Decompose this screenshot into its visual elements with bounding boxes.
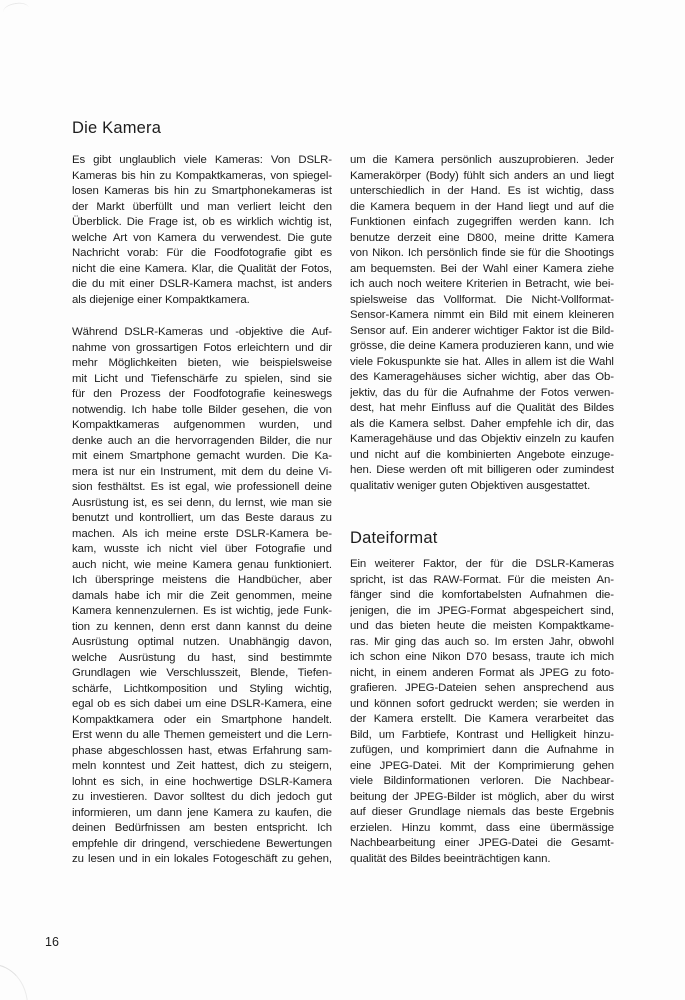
paragraph: Ein weiterer Faktor, der für die DSLR-Kameras spricht, ist das RAW-Format. Für die meisten An- fänger sind die komfortabelsten Aufnahmen die- jenigen, die im JPEG-Format abgespeichert sind, und das bieten heute die meisten Kompaktkame- ras. Mir ging das auch so. Im ersten Jahr, obwohl ich schon eine Nikon D70 besass, traute ich mich nicht, in einem anderen Format als JPEG zu foto- grafieren. JPEG-Dateien sehen ansprechend aus und können sofort gedruckt werden; sie werden in der Kamera erstellt. Die Kamera verarbeitet das Bild, um Farbtiefe, Kontrast und Helligkeit hinzu- zufügen, und komprimiert dann die Aufnahme in eine JPEG-Datei. Mit der Komprimierung gehen viele Bildinformationen verloren. Die Nachbear- beitung der JPEG-Bilder ist möglich, aber du wirst auf dieser Grundlage niemals das beste Ergebnis erzielen. Hinzu kommt, dass eine übermässige Nachbearbeitung einer JPEG-Datei die Gesamt- qualität des Bildes beeinträchtigen kann. bbox=[350, 558, 614, 865]
left-text-column bbox=[72, 153, 332, 868]
paragraph: Es gibt unglaublich viele Kameras: Von DSLR- Kameras bis hin zu Kompaktkameras, von spiegel- losen Kameras bis hin zu Smartphonekameras ist der Markt überfüllt und man verliert leicht den Überblick. Die Frage ist, ob es wirklich wichtig ist, welche Art von Kamera du verwendest. Die gute Nachricht vorab: Für die Foodfotografie gibt es nicht die eine Kamera. Klar, die Qualität der Fotos, die du mit einer DSLR-Kamera machst, ist anders als diejenige einer Kompaktkamera. bbox=[72, 154, 332, 306]
section-subheading: Dateiformat bbox=[350, 529, 438, 547]
right-text-column bbox=[350, 153, 614, 867]
scan-artifact-bottom-left bbox=[0, 964, 28, 1000]
paragraph: um die Kamera persönlich auszuprobieren. Jeder Kamerakörper (Body) fühlt sich anders an und liegt unterschiedlich in der Hand. Es ist wichtig, dass die Kamera bequem in der Hand liegt und auf die Funktionen einfach zugegriffen werden kann. Ich benutze derzeit eine D800, meine dritte Kamera von Nikon. Ich persönlich finde sie für die Shootings am bequemsten. Bei der Wahl einer Kamera ziehe ich auch noch weitere Kriterien in Betracht, wie bei- spielsweise das Vollformat. Die Nicht-Vollformat- Sensor-Kamera nimmt ein Bild mit einem kleineren Sensor auf. Ein anderer wichtiger Faktor ist die Bild- grösse, die deine Kamera produzieren kann, und wie viele Fokuspunkte sie hat. Alles in allem ist die Wahl des Kameragehäuses sicher wichtig, aber das Ob- jektiv, das du für die Aufnahme der Fotos verwen- dest, hat mehr Einfluss auf die Qualität des Bildes als die Kamera selbst. Daher empfehle ich dir, das Kameragehäuse und das Objektiv einzeln zu kaufen und nicht auf die kombinierten Angebote einzuge- hen. Diese werden oft mit billigeren oder zumindest qualitativ weniger guten Objektiven ausgestattet. bbox=[350, 154, 614, 492]
scan-artifact-top-left bbox=[2, 1, 30, 19]
paragraph: Während DSLR-Kameras und -objektive die Auf- nahme von grossartigen Fotos erleichtern und dir mehr Möglichkeiten bieten, wie beispielsweise mit Licht und Tiefenschärfe zu spielen, sind sie für den Prozess der Foodfotografie keineswegs notwendig. Ich habe tolle Bilder gesehen, die von Kompaktkameras aufgenommen wurden, und denke auch an die hervorragenden Bilder, die nur mit einem Smartphone gemacht wurden. Die Ka- mera ist nur ein Instrument, mit dem du deine Vi- sion festhältst. Es ist egal, wie professionell deine Ausrüstung ist, es sei denn, du lernst, wie man sie benutzt und kontrolliert, um das Beste daraus zu machen. Als ich meine erste DSLR-Kamera be- kam, wusste ich nicht viel über Fotografie und auch nicht, wie meine Kamera genau funktioniert. Ich überspringe meistens die Handbücher, aber damals habe ich mir die Zeit genommen, meine Kamera kennenzulernen. Es ist wichtig, jede Funk- tion zu kennen, denn erst dann kannst du deine Ausrüstung optimal nutzen. Unabhängig davon, welche Ausrüstung du hast, sind bestimmte Grundlagen wie Verschlusszeit, Blende, Tiefen- schärfe, Lichtkomposition und Styling wichtig, egal ob es sich dabei um eine DSLR-Kamera, eine Kompaktkamera oder ein Smartphone handelt. Erst wenn du alle Themen gemeistert und die Lern- phase abgeschlossen hast, etwas Erfahrung sam- meln konntest und Zeit hattest, dich zu steigern, lohnt es sich, in eine hochwertige DSLR-Kamera zu investieren. Davor solltest du dich jedoch gut informieren, um dann jene Kamera zu kaufen, die deinen Bedürfnissen am besten entspricht. Ich empfehle dir dringend, verschiedene Bewertungen zu lesen und in ein lokales Fotogeschäft zu gehen, bbox=[72, 326, 332, 865]
page-number: 16 bbox=[45, 935, 59, 949]
chapter-heading: Die Kamera bbox=[72, 119, 162, 137]
